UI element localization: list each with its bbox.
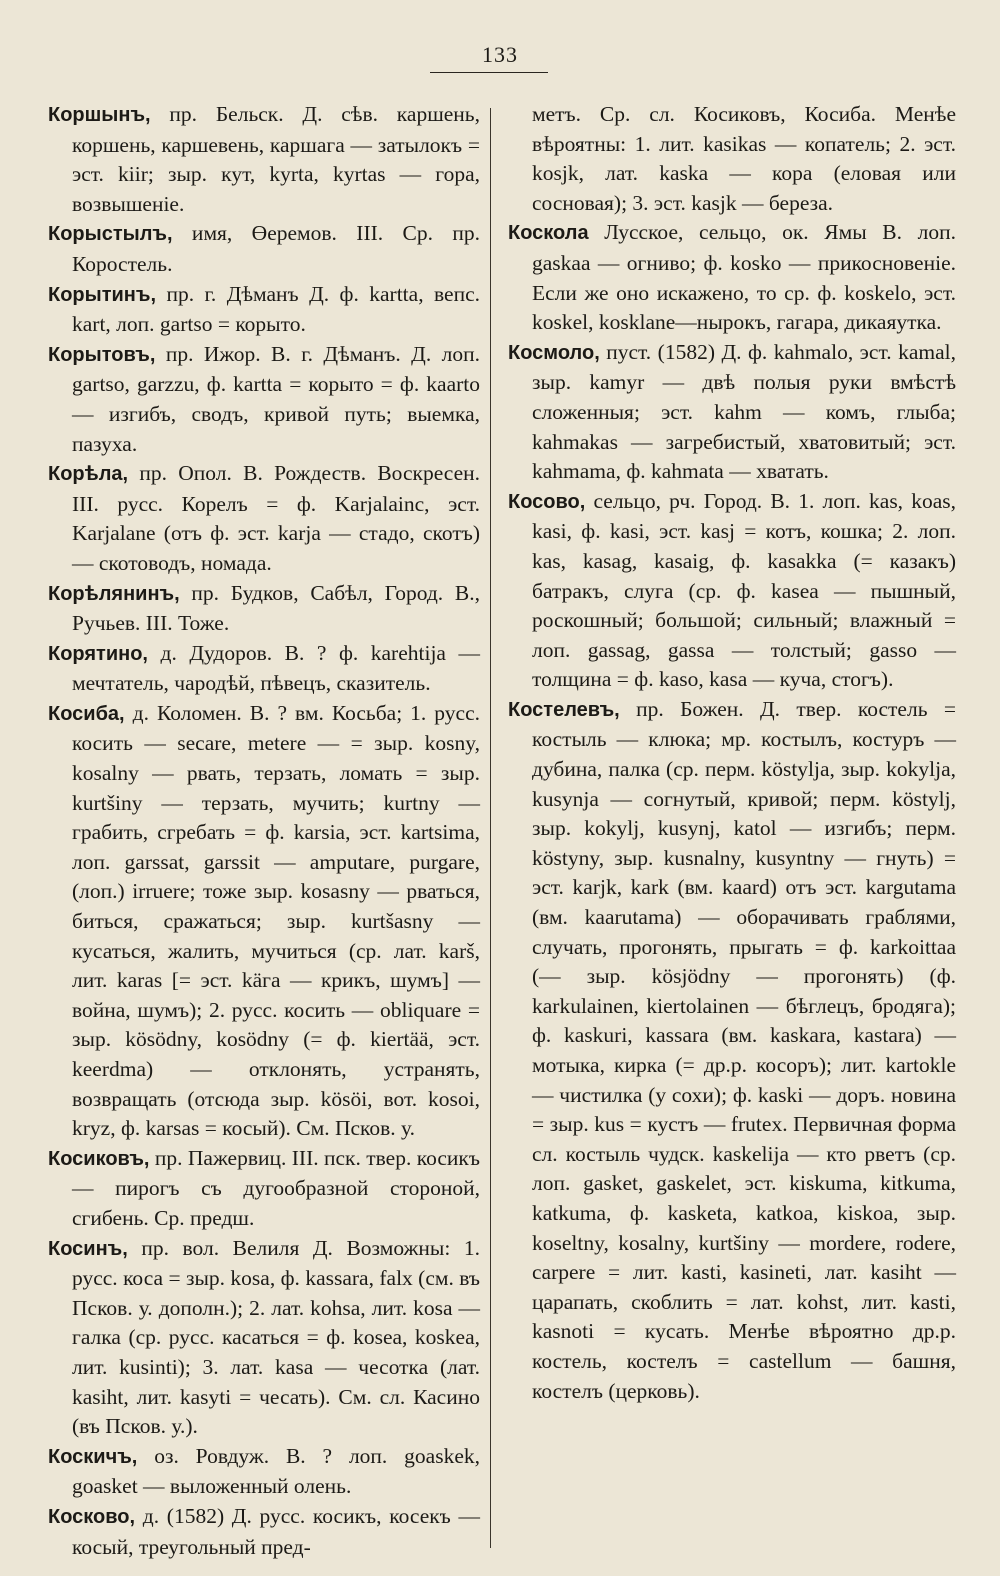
entry-body: пр. Божен. Д. твер. костель = костыль — клюка; мр. костылъ, костуръ — дубина, палка (ср. перм. köstylja, зыр. kokylja, kusynja — согнутый, кривой; перм. köstylj, зыр. kokylj, kusynj, katol — изгибъ; перм. köstyny, зыр. kusnalny, kusyntny — гнуть) = эст. karjk, kark (вм. kaard) отъ эст. kargutama (вм. kaarutama) — оборачивать граблями, случать, прогонять, прыгать = ф. karkoittaa (— зыр. kösjödny — прогонять) (ф. karkulainen, kiertolainen — бѣглецъ, бродяга); ф. kaskuri, kassara (вм. kaskara, kastara) — мотыка, кирка (= др.р. косоръ); лит. kartokle — чистилка (у сохи); ф. kaski — доръ. новина = зыр. kus = кустъ — frutex. Первичная форма сл. костыль чудск. kaskelija — кто рветъ (ср. лоп. gasket, gaskelet, эст. kiskuma, kitkuma, katkuma, ф. kasketa, katkoa, kiskoa, зыр. koseltny, kosalny, kurtšiny — mordere, rodere, carpere = лит. kasti, kasineti, лат. kasiht — царапать, скоблить = лат. kohst, лит. kasti, kasnoti = кусать. Менѣе вѣроятно др.р. костель, костелъ = castellum — башня, костелъ (церковь). [532,696,956,1403]
dictionary-entry [48,1502,480,1562]
right-column [508,100,956,1406]
entry-body: пр. Пажервиц. III. пск. твер. косикъ — пирогъ съ дугообразной стороной, сгибень. Ср. предш. [72,1145,480,1230]
dictionary-entry [508,218,956,337]
dictionary-entry [48,219,480,279]
dictionary-entry [48,340,480,459]
dictionary-entry [508,487,956,695]
header-rule [430,72,548,73]
entry-headword: Косиба, [48,702,125,725]
page-number: 133 [482,42,518,67]
entry-headword: Космоло, [508,341,600,364]
entry-body: д. (1582) Д. русс. косикъ, косекъ — косый, треугольный пред- [72,1503,480,1559]
dictionary-entry [508,100,956,218]
entry-headword: Корѣлянинъ, [48,582,180,605]
entry-body: оз. Ровдуж. В. ? лоп. goaskek, goasket — выложенный олень. [72,1443,480,1499]
dictionary-entry [508,695,956,1406]
entry-headword: Коскола [508,222,589,245]
entry-headword: Корѣла, [48,463,129,486]
column-divider [490,108,491,1548]
entry-body: д. Дудоров. В. ? ф. karehtija — мечтатель, чародѣй, пѣвецъ, сказитель. [72,640,480,696]
dictionary-entry [48,1144,480,1234]
entry-body: сельцо, рч. Город. В. 1. лоп. kas, koas, kasi, ф. kasi, эст. kasj = котъ, кошка; 2. лоп. kas, kasag, kasaig, ф. kasakka (= казакъ) батракъ, слуга (ср. ф. kasea — пышный, роскошный; большой; сильный; влажный = лоп. gassag, gassa — толстый; gasso — толщина = ф. kaso, kasa — куча, стогъ). [532,488,956,692]
entry-body: пр. вол. Велиля Д. Возможны: 1. русс. коса = зыр. kosa, ф. kassara, falx (см. въ Псков. у. дополн.); 2. лат. kohsa, лит. kosa — галка (ср. русс. касаться = ф. kosea, koskea, лит. kusinti); 3. лат. kasa — чесотка (лат. kasiht, лит. kasyti = чесать). См. сл. Касино (въ Псков. у.). [72,1235,480,1439]
entry-headword: Корятино, [48,642,148,665]
entry-headword: Корытинъ, [48,283,157,306]
dictionary-entry [48,639,480,699]
entry-headword: Косиковъ, [48,1147,150,1170]
dictionary-entry [48,280,480,340]
entry-headword: Коскичъ, [48,1445,138,1468]
dictionary-entry [48,1234,480,1442]
entry-headword: Косинъ, [48,1237,128,1260]
entry-body: пр. Опол. В. Рождеств. Воскресен. III. русс. Корелъ = ф. Karjalainc, эст. Karjalane (отъ ф. эст. karja — стадо, скотъ) — скотоводъ, номада. [72,461,480,575]
entry-headword: Косково, [48,1505,136,1528]
entry-headword: Костелевъ, [508,698,620,721]
dictionary-entry [48,459,480,578]
entry-body: имя, Өеремов. III. Ср. пр. Коростель. [72,221,480,276]
entry-body: пуст. (1582) Д. ф. kahmalo, эст. kamal, зыр. kamyr — двѣ полыя руки вмѣстѣ сложенныя; эст. kahm — комъ, глыба; kahmakas — загребистый, хватовитый; эст. kahmama, ф. kahmata — хватать. [532,339,956,484]
entry-body: пр. Ижор. В. г. Дѣманъ. Д. лоп. gartso, garzzu, ф. kartta = корыто = ф. kaarto — изгибъ, сводъ, кривой путь; выемка, пазуха. [72,341,480,456]
left-column [48,100,480,1562]
entry-body: пр. г. Дѣманъ Д. ф. kartta, вепс. kart, лоп. gartso = корыто. [72,281,480,337]
entry-body: Лусское, сельцо, ок. Ямы В. лоп. gaskaa — огниво; ф. kosko — прикосновеніе. Если же оно искажено, то ср. ф. koskelo, эст. koskel, kosklane—нырокъ, гагара, дикаяутка. [532,220,956,335]
dictionary-entry [48,699,480,1144]
entry-headword: Косово, [508,490,586,513]
entry-body: метъ. Ср. сл. Косиковъ, Косиба. Менѣе вѣроятны: 1. лит. kasikas — копатель; 2. эст. kosjk, лат. kaska — кора (еловая или сосновая); 3. эст. kasjk — береза. [532,102,956,215]
dictionary-entry [48,1442,480,1502]
entry-headword: Коршынъ, [48,104,151,126]
entry-body: д. Коломен. В. ? вм. Косьба; 1. русс. косить — secare, metere — = зыр. kosny, kosalny — рвать, терзать, ломать = зыр. kurtšiny — терзать, мучить; kurtny — грабить, сгребать = ф. karsia, эст. kartsima, лоп. garssat, garssit — amputare, purgare, (лоп.) irruere; тоже зыр. kosasny — рваться, биться, сражаться; зыр. kurtšasny — кусаться, жалить, мучиться (ср. лат. karš, лит. karas [= эст. käга — крикъ, шумъ] — война, шумъ); 2. русс. косить — obliquare = зыр. kösödny, kosödny (= ф. kiertää, эст. keerdma) — отклонять, устранять, возвращать (отсюда зыр. kösöi, вот. kosoi, kryz, ф. karsas = косый). См. Псков. у. [72,700,480,1141]
entry-body: пр. Будков, Сабѣл, Город. В., Ручьев. III. Тоже. [72,580,480,636]
entry-headword: Корыстылъ, [48,223,173,246]
dictionary-entry [508,338,956,487]
dictionary-entry [48,579,480,639]
entry-headword: Корытовъ, [48,343,156,366]
dictionary-entry [48,100,480,219]
entry-body: пр. Бельск. Д. сѣв. каршень, коршень, каршевень, каршага — затылокъ = эст. kiir; зыр. кут, kyrta, kyrtas — гора, возвышеніе. [72,102,480,216]
